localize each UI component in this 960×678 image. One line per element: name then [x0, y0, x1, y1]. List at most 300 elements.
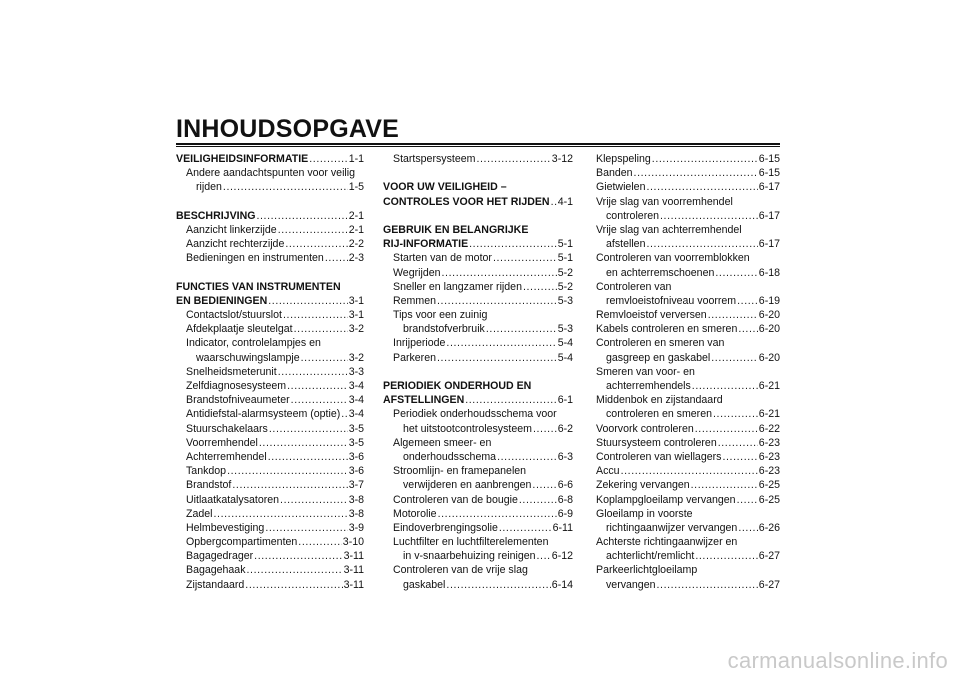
toc-entry[interactable]: [596, 195, 780, 209]
toc-page-number: 3-5: [348, 422, 364, 435]
toc-entry-title: remvloeistofniveau voorrem: [606, 294, 737, 307]
toc-entry[interactable]: [176, 436, 364, 450]
toc-entry-title: Bedieningen en instrumenten: [186, 252, 324, 265]
toc-entry[interactable]: [383, 294, 573, 308]
toc-entry[interactable]: [383, 280, 573, 294]
page-title: INHOUDSOPGAVE: [176, 115, 399, 143]
dot-leader: [214, 507, 348, 521]
toc-page-number: 6-21: [758, 380, 780, 392]
toc-entry[interactable]: [176, 507, 364, 521]
toc-section-heading[interactable]: [176, 280, 364, 294]
dot-leader: [294, 322, 348, 336]
toc-entry-title: Achterremhendel: [186, 450, 267, 463]
toc-entry[interactable]: [176, 535, 364, 549]
toc-entry-title: Stroomlijn- en framepanelen: [393, 465, 527, 478]
toc-page-number: 3-1: [348, 294, 364, 307]
toc-entry[interactable]: [383, 478, 573, 492]
toc-entry-title: FUNCTIES VAN INSTRUMENTEN: [176, 280, 341, 293]
toc-entry-title: Zadel: [186, 507, 213, 520]
toc-entry[interactable]: [383, 549, 573, 563]
toc-entry[interactable]: [176, 422, 364, 436]
toc-page-number: 3-3: [348, 365, 364, 378]
toc-page-number: 6-1: [557, 394, 573, 407]
toc-entry-title: waarschuwingslampje: [196, 351, 300, 364]
toc-spacer: [176, 266, 364, 280]
toc-entry[interactable]: [596, 237, 780, 251]
toc-page-number: 5-1: [557, 252, 573, 265]
toc-entry-title: Uitlaatkatalysatoren: [186, 493, 280, 506]
toc-entry-title: afstellen: [606, 238, 646, 251]
toc-entry[interactable]: [383, 507, 573, 521]
toc-section-heading[interactable]: [383, 180, 573, 194]
toc-entry[interactable]: [176, 237, 364, 251]
toc-entry-title: Banden: [596, 167, 633, 180]
toc-entry[interactable]: [176, 379, 364, 393]
toc-entry-title: RIJ-INFORMATIE: [383, 238, 469, 251]
toc-entry-title: Opbergcompartimenten: [186, 536, 298, 549]
toc-entry-title: Eindoverbrengingsolie: [393, 521, 498, 534]
toc-page-number: 3-11: [343, 550, 364, 563]
toc-page-number: 3-11: [343, 564, 364, 577]
dot-leader: [656, 578, 757, 592]
dot-leader: [497, 450, 557, 464]
toc-entry-title: Startspersysteem: [393, 153, 476, 165]
toc-entry[interactable]: [383, 407, 573, 421]
toc-section-heading[interactable]: [383, 237, 573, 251]
toc-entry-title: Andere aandachtspunten voor veilig: [186, 167, 356, 180]
toc-entry-title: PERIODIEK ONDERHOUD EN: [383, 380, 532, 392]
dot-leader: [646, 237, 757, 251]
toc-entry[interactable]: [383, 422, 573, 436]
toc-entry[interactable]: [596, 209, 780, 223]
toc-entry[interactable]: [176, 223, 364, 237]
toc-entry-title: in v-snaarbehuizing reinigen: [403, 550, 536, 563]
dot-leader: [268, 294, 347, 308]
dot-leader: [722, 450, 757, 464]
toc-page-number: 5-3: [557, 294, 573, 307]
toc-entry-title: Starten van de motor: [393, 252, 492, 265]
toc-page-number: 5-3: [557, 323, 573, 336]
toc-entry[interactable]: [383, 521, 573, 535]
toc-entry-title: Zijstandaard: [186, 578, 245, 591]
toc-entry-title: Smeren van voor- en: [596, 365, 695, 378]
dot-leader: [499, 521, 552, 535]
toc-page-number: 6-21: [758, 408, 780, 421]
toc-entry[interactable]: [176, 308, 364, 322]
toc-entry[interactable]: [383, 578, 573, 592]
toc-entry[interactable]: [383, 493, 573, 507]
toc-section-heading[interactable]: [176, 294, 364, 308]
toc-entry-title: Parkeren: [393, 351, 436, 364]
toc-spacer: [383, 365, 573, 379]
dot-leader: [738, 322, 757, 336]
toc-entry[interactable]: [383, 322, 573, 336]
toc-entry-title: Zelfdiagnosesysteem: [186, 380, 287, 392]
toc-page-number: 3-4: [348, 394, 364, 407]
toc-page-number: 6-12: [551, 550, 573, 563]
toc-entry[interactable]: [596, 464, 780, 478]
toc-entry-title: onderhoudsschema: [403, 450, 497, 463]
toc-entry-title: Inrijperiode: [393, 337, 446, 350]
toc-entry[interactable]: [383, 336, 573, 350]
toc-column-3: [596, 152, 780, 592]
toc-entry-title: Controleren van voorremblokken: [596, 252, 750, 265]
toc-entry-title: Stuurschakelaars: [186, 422, 268, 435]
toc-page-number: 6-15: [758, 153, 780, 165]
toc-entry[interactable]: [596, 493, 780, 507]
toc-entry[interactable]: [176, 393, 364, 407]
toc-page-number: 6-27: [758, 550, 780, 563]
toc-entry-title: Middenbok en zijstandaard: [596, 394, 723, 407]
toc-entry-title: Gloeilamp in voorste: [596, 507, 693, 520]
toc-entry-title: VOOR UW VEILIGHEID –: [383, 181, 507, 194]
toc-spacer: [383, 209, 573, 223]
dot-leader: [708, 308, 758, 322]
toc-entry-title: en achterremschoenen: [606, 266, 715, 279]
toc-entry-title: controleren: [606, 209, 659, 222]
toc-entry-title: AFSTELLINGEN: [383, 394, 465, 407]
toc-page-number: 6-17: [758, 238, 780, 251]
toc-entry-title: Remmen: [393, 294, 436, 307]
toc-entry-title: Bagagehaak: [186, 564, 246, 577]
toc-entry-title: Afdekplaatje sleutelgat: [186, 323, 293, 336]
toc-entry-title: achterlicht/remlicht: [606, 550, 695, 563]
dot-leader: [486, 322, 557, 336]
dot-leader: [621, 464, 758, 478]
toc-page-number: 3-2: [348, 323, 364, 336]
toc-entry[interactable]: [596, 322, 780, 336]
toc-page-number: 5-4: [557, 337, 573, 350]
toc-entry[interactable]: [596, 407, 780, 421]
dot-leader: [256, 209, 347, 223]
toc-entry[interactable]: [176, 251, 364, 265]
toc-section-heading[interactable]: [383, 379, 573, 393]
dot-leader: [278, 365, 348, 379]
toc-entry[interactable]: [383, 351, 573, 365]
toc-entry-title: Zekering vervangen: [596, 479, 690, 492]
toc-entry-title: controleren en smeren: [606, 408, 712, 421]
toc-entry-title: Parkeerlichtgloeilamp: [596, 564, 698, 577]
toc-entry[interactable]: [383, 436, 573, 450]
toc-page-number: 3-5: [348, 436, 364, 449]
toc-section-heading[interactable]: [176, 152, 364, 166]
toc-entry[interactable]: [596, 180, 780, 194]
dot-leader: [691, 478, 758, 492]
toc-section-heading[interactable]: [383, 393, 573, 407]
toc-entry[interactable]: [596, 535, 780, 549]
toc-page-number: 6-15: [758, 167, 780, 180]
toc-entry-title: Controleren van wiellagers: [596, 450, 722, 463]
toc-page-number: 2-1: [348, 223, 364, 236]
toc-entry[interactable]: [596, 478, 780, 492]
toc-entry[interactable]: [383, 266, 573, 280]
toc-page-number: 6-17: [758, 181, 780, 194]
toc-entry[interactable]: [596, 266, 780, 280]
toc-entry[interactable]: [176, 563, 364, 577]
dot-leader: [437, 294, 557, 308]
toc-entry[interactable]: [176, 478, 364, 492]
toc-entry-title: richtingaanwijzer vervangen: [606, 521, 738, 534]
toc-entry[interactable]: [383, 450, 573, 464]
toc-page-number: 6-3: [557, 450, 573, 463]
toc-page-number: 2-3: [348, 252, 364, 265]
toc-page-number: 5-2: [557, 280, 573, 293]
toc-page-number: 6-23: [758, 465, 780, 478]
toc-entry-title: Wegrijden: [393, 266, 441, 279]
toc-section-heading[interactable]: [383, 223, 573, 237]
toc-page-number: 3-8: [348, 507, 364, 520]
toc-entry[interactable]: [596, 436, 780, 450]
dot-leader: [711, 351, 758, 365]
dot-leader: [247, 563, 343, 577]
toc-entry[interactable]: [383, 308, 573, 322]
toc-page-number: 3-1: [348, 309, 364, 322]
toc-entry[interactable]: [596, 152, 780, 166]
dot-leader: [737, 294, 758, 308]
toc-entry[interactable]: [596, 450, 780, 464]
toc-page-number: 6-19: [758, 294, 780, 307]
toc-entry[interactable]: [596, 521, 780, 535]
dot-leader: [325, 251, 348, 265]
toc-page-number: 6-25: [758, 479, 780, 492]
toc-entry[interactable]: [176, 450, 364, 464]
toc-entry[interactable]: [596, 393, 780, 407]
dot-leader: [519, 493, 557, 507]
dot-leader: [634, 166, 758, 180]
toc-entry[interactable]: [596, 549, 780, 563]
toc-entry[interactable]: [176, 351, 364, 365]
toc-column-1: [176, 152, 364, 592]
toc-page-number: 1-5: [348, 181, 364, 194]
toc-entry-title: Accu: [596, 465, 620, 478]
dot-leader: [437, 351, 557, 365]
toc-page-number: 6-18: [758, 266, 780, 279]
dot-leader: [265, 521, 347, 535]
toc-entry-title: verwijderen en aanbrengen: [403, 479, 532, 492]
toc-entry[interactable]: [176, 493, 364, 507]
toc-entry[interactable]: [596, 223, 780, 237]
toc-page-number: 3-12: [551, 153, 573, 165]
toc-page-number: 6-11: [552, 521, 573, 534]
toc-entry[interactable]: [596, 365, 780, 379]
toc-entry-title: Periodiek onderhoudsschema voor: [393, 408, 557, 421]
watermark: carmanualsonline.info: [727, 648, 948, 673]
dot-leader: [232, 478, 347, 492]
toc-entry-title: gasgreep en gaskabel: [606, 351, 711, 364]
toc-page-number: 3-6: [348, 450, 364, 463]
toc-section-heading[interactable]: [383, 195, 573, 209]
toc-entry[interactable]: [383, 464, 573, 478]
dot-leader: [465, 393, 556, 407]
dot-leader: [269, 422, 348, 436]
toc-entry-title: vervangen: [606, 578, 656, 591]
dot-leader: [476, 152, 550, 166]
toc-page-number: 6-20: [758, 323, 780, 336]
dot-leader: [309, 152, 347, 166]
toc-entry-title: Tips voor een zuinig: [393, 309, 488, 322]
dot-leader: [537, 549, 551, 563]
toc-entry-title: Snelheidsmeterunit: [186, 365, 277, 378]
toc-entry-title: Voorvork controleren: [596, 422, 694, 435]
toc-entry-title: Aanzicht linkerzijde: [186, 223, 277, 236]
toc-entry-title: Brandstof: [186, 479, 232, 492]
toc-entry[interactable]: [383, 535, 573, 549]
toc-page-number: 6-17: [758, 209, 780, 222]
dot-leader: [692, 379, 758, 393]
toc-entry-title: Controleren en smeren van: [596, 337, 725, 350]
toc-entry[interactable]: [596, 351, 780, 365]
dot-leader: [493, 251, 557, 265]
toc-page-number: 3-11: [343, 578, 364, 591]
toc-entry[interactable]: [596, 294, 780, 308]
toc-entry-title: Bagagedrager: [186, 550, 254, 563]
toc-entry-title: BESCHRIJVING: [176, 209, 256, 222]
toc-entry[interactable]: [176, 166, 364, 180]
toc-entry[interactable]: [596, 280, 780, 294]
toc-entry-title: Controleren van de bougie: [393, 493, 518, 506]
toc-entry-title: VEILIGHEIDSINFORMATIE: [176, 153, 309, 165]
dot-leader: [285, 237, 347, 251]
dot-leader: [259, 436, 348, 450]
dot-leader: [446, 578, 550, 592]
toc-page-number: 2-2: [348, 238, 364, 251]
toc-entry-title: Kabels controleren en smeren: [596, 323, 738, 336]
toc-entry-title: brandstofverbruik: [403, 323, 485, 336]
toc-entry[interactable]: [596, 336, 780, 350]
dot-leader: [715, 266, 757, 280]
toc-entry-title: Antidiefstal-alarmsysteem (optie): [186, 408, 341, 421]
toc-page-number: 6-22: [758, 422, 780, 435]
toc-page-number: 6-23: [758, 450, 780, 463]
toc-page-number: 3-2: [348, 351, 364, 364]
dot-leader: [660, 209, 758, 223]
toc-page-number: 5-2: [557, 266, 573, 279]
toc-entry-title: GEBRUIK EN BELANGRIJKE: [383, 223, 529, 236]
toc-entry-title: Vrije slag van voorremhendel: [596, 195, 733, 208]
toc-page-number: 6-25: [758, 493, 780, 506]
toc-entry-title: Helmbevestiging: [186, 521, 265, 534]
toc-page-number: 4-1: [557, 195, 573, 208]
toc-entry[interactable]: [596, 166, 780, 180]
toc-entry-title: Controleren van de vrije slag: [393, 564, 528, 577]
toc-entry[interactable]: [176, 578, 364, 592]
dot-leader: [301, 351, 348, 365]
toc-entry-title: Brandstofniveaumeter: [186, 394, 290, 407]
toc-entry-title: achterremhendels: [606, 380, 691, 392]
toc-page-number: 3-10: [342, 536, 364, 549]
toc-entry[interactable]: [176, 549, 364, 563]
toc-entry-title: Aanzicht rechterzijde: [186, 238, 285, 251]
toc-page-number: 1-1: [348, 153, 364, 165]
dot-leader: [341, 407, 347, 421]
toc-entry[interactable]: [383, 251, 573, 265]
toc-entry-title: Achterste richtingaanwijzer en: [596, 536, 738, 549]
dot-leader: [551, 195, 557, 209]
toc-entry-title: rijden: [196, 181, 222, 194]
dot-leader: [227, 464, 348, 478]
dot-leader: [291, 393, 348, 407]
dot-leader: [738, 521, 757, 535]
toc-page-number: 3-8: [348, 493, 364, 506]
dot-leader: [254, 549, 342, 563]
dot-leader: [287, 379, 348, 393]
toc-entry[interactable]: [176, 464, 364, 478]
toc-entry-title: gaskabel: [403, 578, 446, 591]
toc-page-number: 6-20: [758, 309, 780, 322]
toc-entry[interactable]: [176, 521, 364, 535]
toc-page-number: 6-8: [557, 493, 573, 506]
toc-page-number: 6-9: [557, 507, 573, 520]
dot-leader: [442, 266, 557, 280]
toc-entry-title: Controleren van: [596, 280, 672, 293]
toc-page-number: 6-23: [758, 436, 780, 449]
toc-page-number: 3-6: [348, 465, 364, 478]
toc-entry-title: het uitstootcontrolesysteem: [403, 422, 532, 435]
toc-page-number: 6-14: [551, 578, 573, 591]
dot-leader: [283, 308, 348, 322]
toc-entry[interactable]: [596, 422, 780, 436]
toc-entry[interactable]: [176, 322, 364, 336]
toc-entry[interactable]: [176, 407, 364, 421]
toc-entry[interactable]: [176, 365, 364, 379]
title-rule: [176, 143, 780, 145]
toc-page-number: 6-6: [557, 479, 573, 492]
toc-entry-title: Indicator, controlelampjes en: [186, 337, 321, 350]
toc-entry[interactable]: [176, 336, 364, 350]
toc-spacer: [176, 195, 364, 209]
toc-entry[interactable]: [596, 578, 780, 592]
dot-leader: [532, 478, 556, 492]
toc-entry-title: Remvloeistof verversen: [596, 309, 707, 322]
dot-leader: [469, 237, 557, 251]
dot-leader: [737, 493, 758, 507]
toc-entry-title: Vrije slag van achterremhendel: [596, 223, 742, 236]
toc-entry-title: Tankdop: [186, 465, 227, 478]
toc-entry-title: Koplampgloeilamp vervangen: [596, 493, 736, 506]
dot-leader: [298, 535, 342, 549]
toc-entry[interactable]: [176, 180, 364, 194]
dot-leader: [245, 578, 342, 592]
toc-entry-title: Voorremhendel: [186, 436, 258, 449]
dot-leader: [446, 336, 556, 350]
toc-entry[interactable]: [383, 152, 573, 166]
dot-leader: [438, 507, 557, 521]
toc-page-number: 3-4: [348, 380, 364, 392]
toc-entry[interactable]: [383, 563, 573, 577]
dot-leader: [223, 180, 348, 194]
dot-leader: [713, 407, 758, 421]
toc-page-number: 6-2: [557, 422, 573, 435]
toc-entry[interactable]: [596, 308, 780, 322]
dot-leader: [695, 549, 757, 563]
dot-leader: [278, 223, 348, 237]
toc-entry[interactable]: [596, 251, 780, 265]
dot-leader: [718, 436, 758, 450]
toc-entry-title: Sneller en langzamer rijden: [393, 280, 522, 293]
toc-column-2: [383, 152, 573, 592]
toc-entry-title: Luchtfilter en luchtfilterelementen: [393, 536, 549, 549]
toc-entry-title: EN BEDIENINGEN: [176, 294, 268, 307]
toc-entry[interactable]: [596, 507, 780, 521]
toc-section-heading[interactable]: [176, 209, 364, 223]
toc-entry[interactable]: [596, 563, 780, 577]
toc-page-number: 5-4: [557, 351, 573, 364]
dot-leader: [533, 422, 557, 436]
toc-entry-title: Contactslot/stuurslot: [186, 309, 282, 322]
toc-page-number: 3-7: [348, 479, 364, 492]
toc-entry[interactable]: [596, 379, 780, 393]
toc-entry-title: Algemeen smeer- en: [393, 436, 492, 449]
